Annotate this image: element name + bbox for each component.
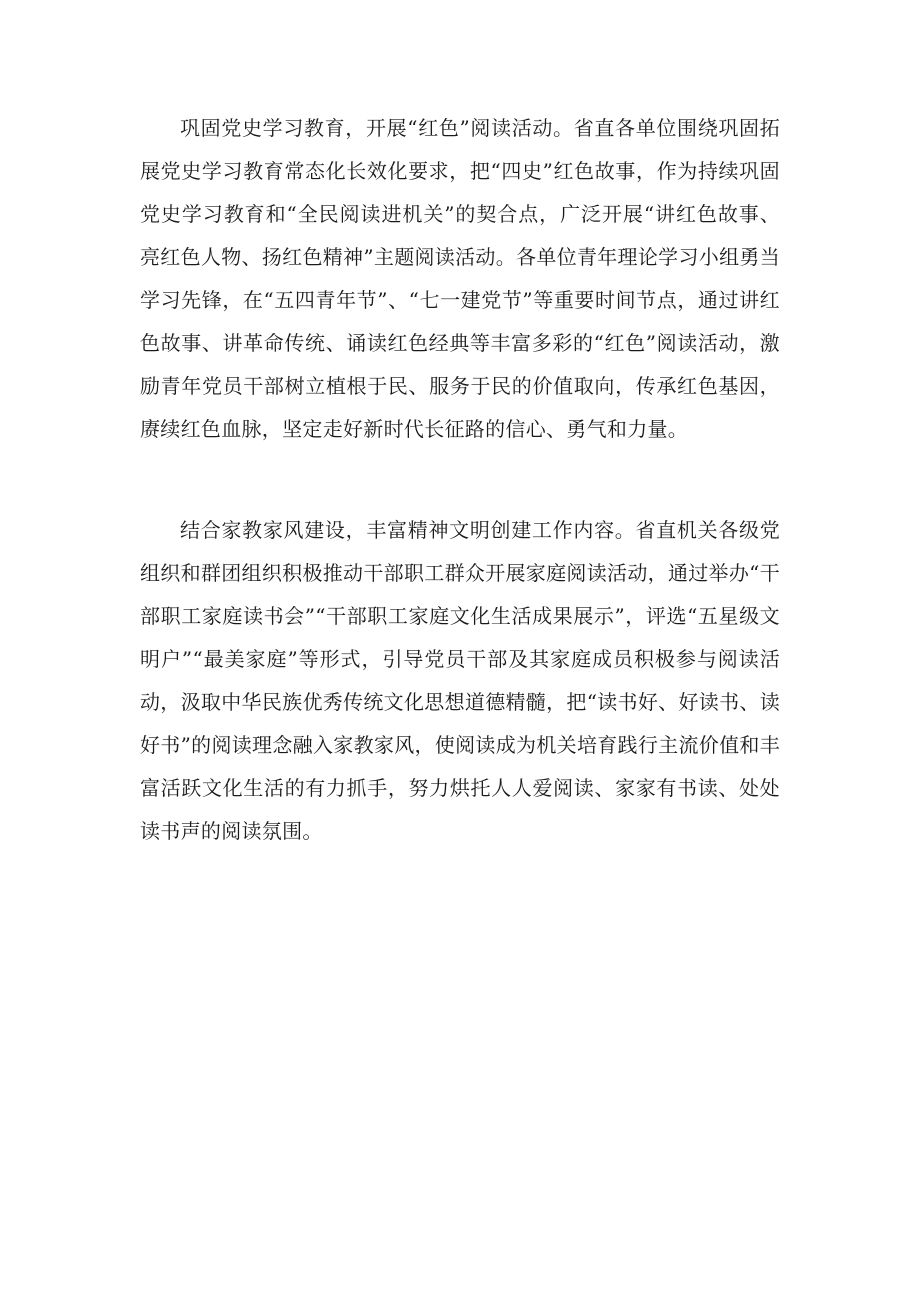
paragraph-red-reading: 巩固党史学习教育，开展“红色”阅读活动。省直各单位围绕巩固拓展党史学习教育常态化长效化要求，把“四史”红色故事，作为持续巩固党史学习教育和“全民阅读进机关”的契合点，广泛开展“讲红色故事、亮红色人物、扬红色精神”主题阅读活动。各单位青年理论学习小组勇当学习先锋，在“五四青年节”、“七一建党节”等重要时间节点，通过讲红色故事、讲革命传统、诵读红色经典等丰富多彩的“红色”阅读活动，激励青年党员干部树立植根于民、服务于民的价值取向，传承红色基因，赓续红色血脉，坚定走好新时代长征路的信心、勇气和力量。 <box>140 116 780 441</box>
paragraph-family-reading: 结合家教家风建设，丰富精神文明创建工作内容。省直机关各级党组织和群团组织积极推动干部职工群众开展家庭阅读活动，通过举办“干部职工家庭读书会”“干部职工家庭文化生活成果展示”，评选“五星级文明户”“最美家庭”等形式，引导党员干部及其家庭成员积极参与阅读活动，汲取中华民族优秀传统文化思想道德精髓，把“读书好、好读书、读好书”的阅读理念融入家教家风，使阅读成为机关培育践行主流价值和丰富活跃文化生活的有力抓手，努力烘托人人爱阅读、家家有书读、处处读书声的阅读氛围。 <box>140 518 780 843</box>
